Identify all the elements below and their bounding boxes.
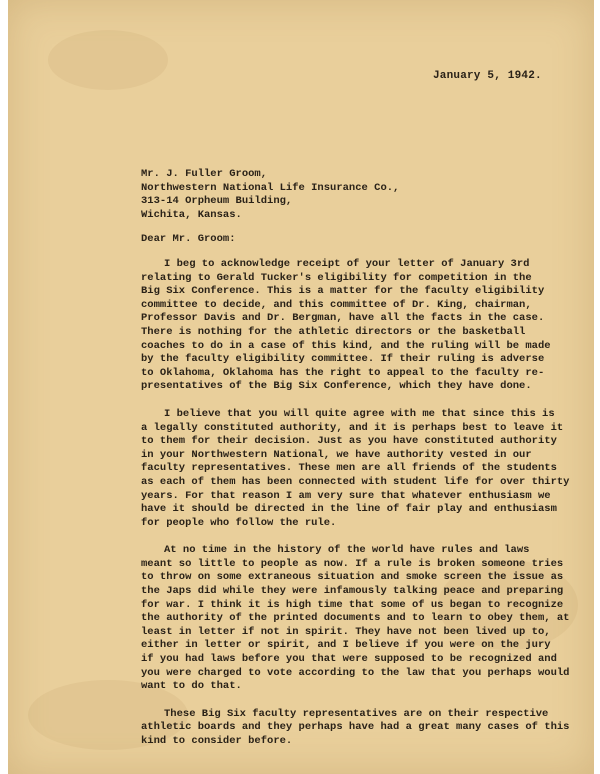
text-line: I beg to acknowledge receipt of your letter of January 3rd — [164, 258, 530, 270]
text-line: relating to Gerald Tucker's eligibility for competition in the — [141, 271, 532, 284]
text-line: Professor Davis and Dr. Bergman, have all the facts in the case. — [141, 312, 545, 325]
recipient-address — [141, 168, 399, 222]
text-line: you were charged to vote according to the law that you perhaps would — [141, 666, 570, 679]
text-line: These Big Six faculty representatives are on their respective — [164, 707, 549, 720]
letter-date: January 5, 1942. — [433, 70, 542, 82]
text-line: At no time in the history of the world have rules and laws — [164, 544, 530, 557]
address-line: Mr. J. Fuller Groom, — [141, 168, 268, 180]
text-line: a legally constituted authority, and it is perhaps best to leave it — [141, 421, 564, 434]
paragraph — [141, 707, 570, 749]
text-line: faculty representatives. These men are all friends of the students — [141, 462, 557, 475]
text-line: to Oklahoma, Oklahoma has the right to appeal to the faculty re- — [141, 366, 545, 379]
text-line: committee to decide, and this committee of Dr. King, chairman, — [141, 298, 532, 311]
text-line: for people who follow the rule. — [141, 516, 337, 529]
address-line: 313-14 Orpheum Building, — [141, 195, 293, 207]
salutation: Dear Mr. Groom: — [141, 233, 236, 245]
paragraph — [141, 258, 561, 394]
text-line: years. For that reason I am very sure that whatever enthusiasm we — [141, 489, 551, 502]
text-line: either in letter or spirit, and I believe if you were on the jury — [141, 639, 551, 652]
text-line: coaches to do in a case of this kind, and the ruling will be made — [141, 339, 551, 352]
text-line: I believe that you will quite agree with me that since this is — [164, 407, 555, 420]
text-line: presentatives of the Big Six Conference, which they have done. — [141, 380, 532, 393]
paragraph — [141, 544, 570, 694]
text-line: There is nothing for the athletic directors or the basketball — [141, 325, 526, 338]
letter-page — [8, 0, 594, 774]
text-line: if you had laws before you that were supposed to be recognized and — [141, 653, 557, 666]
paper-stain — [48, 30, 168, 90]
text-line: least in letter if not in spirit. They have not been lived up to, — [141, 625, 551, 638]
text-line: have it should be directed in the line of fair play and enthusiasm — [141, 503, 557, 516]
text-line: to them for their decision. Just as you have constituted authority — [141, 435, 557, 448]
text-line: want to do that. — [141, 680, 242, 693]
paragraph — [141, 407, 570, 530]
text-line: the authority of the printed documents and to learn to obey them, at — [141, 612, 570, 625]
text-line: by the faculty eligibility committee. If their ruling is adverse — [141, 353, 545, 366]
address-line: Wichita, Kansas. — [141, 208, 242, 221]
text-line: to throw on some extraneous situation and smoke screen the issue as — [141, 571, 564, 584]
text-line: meant so little to people as now. If a rule is broken someone tries — [141, 557, 564, 570]
text-line: Big Six Conference. This is a matter for the faculty eligibility — [141, 285, 545, 298]
letter-body — [141, 258, 570, 763]
text-line: athletic boards and they perhaps have had a great many cases of this — [141, 721, 570, 734]
text-line: the Japs did while they were infamously talking peace and preparing — [141, 585, 564, 598]
text-line: as each of them has been connected with student life for over thirty — [141, 475, 570, 488]
address-line: Northwestern National Life Insurance Co., — [141, 181, 400, 194]
text-line: in your Northwestern National, we have authority vested in our — [141, 448, 532, 461]
text-line: kind to consider before. — [141, 735, 293, 747]
text-line: for war. I think it is high time that some of us began to recognize — [141, 598, 564, 611]
